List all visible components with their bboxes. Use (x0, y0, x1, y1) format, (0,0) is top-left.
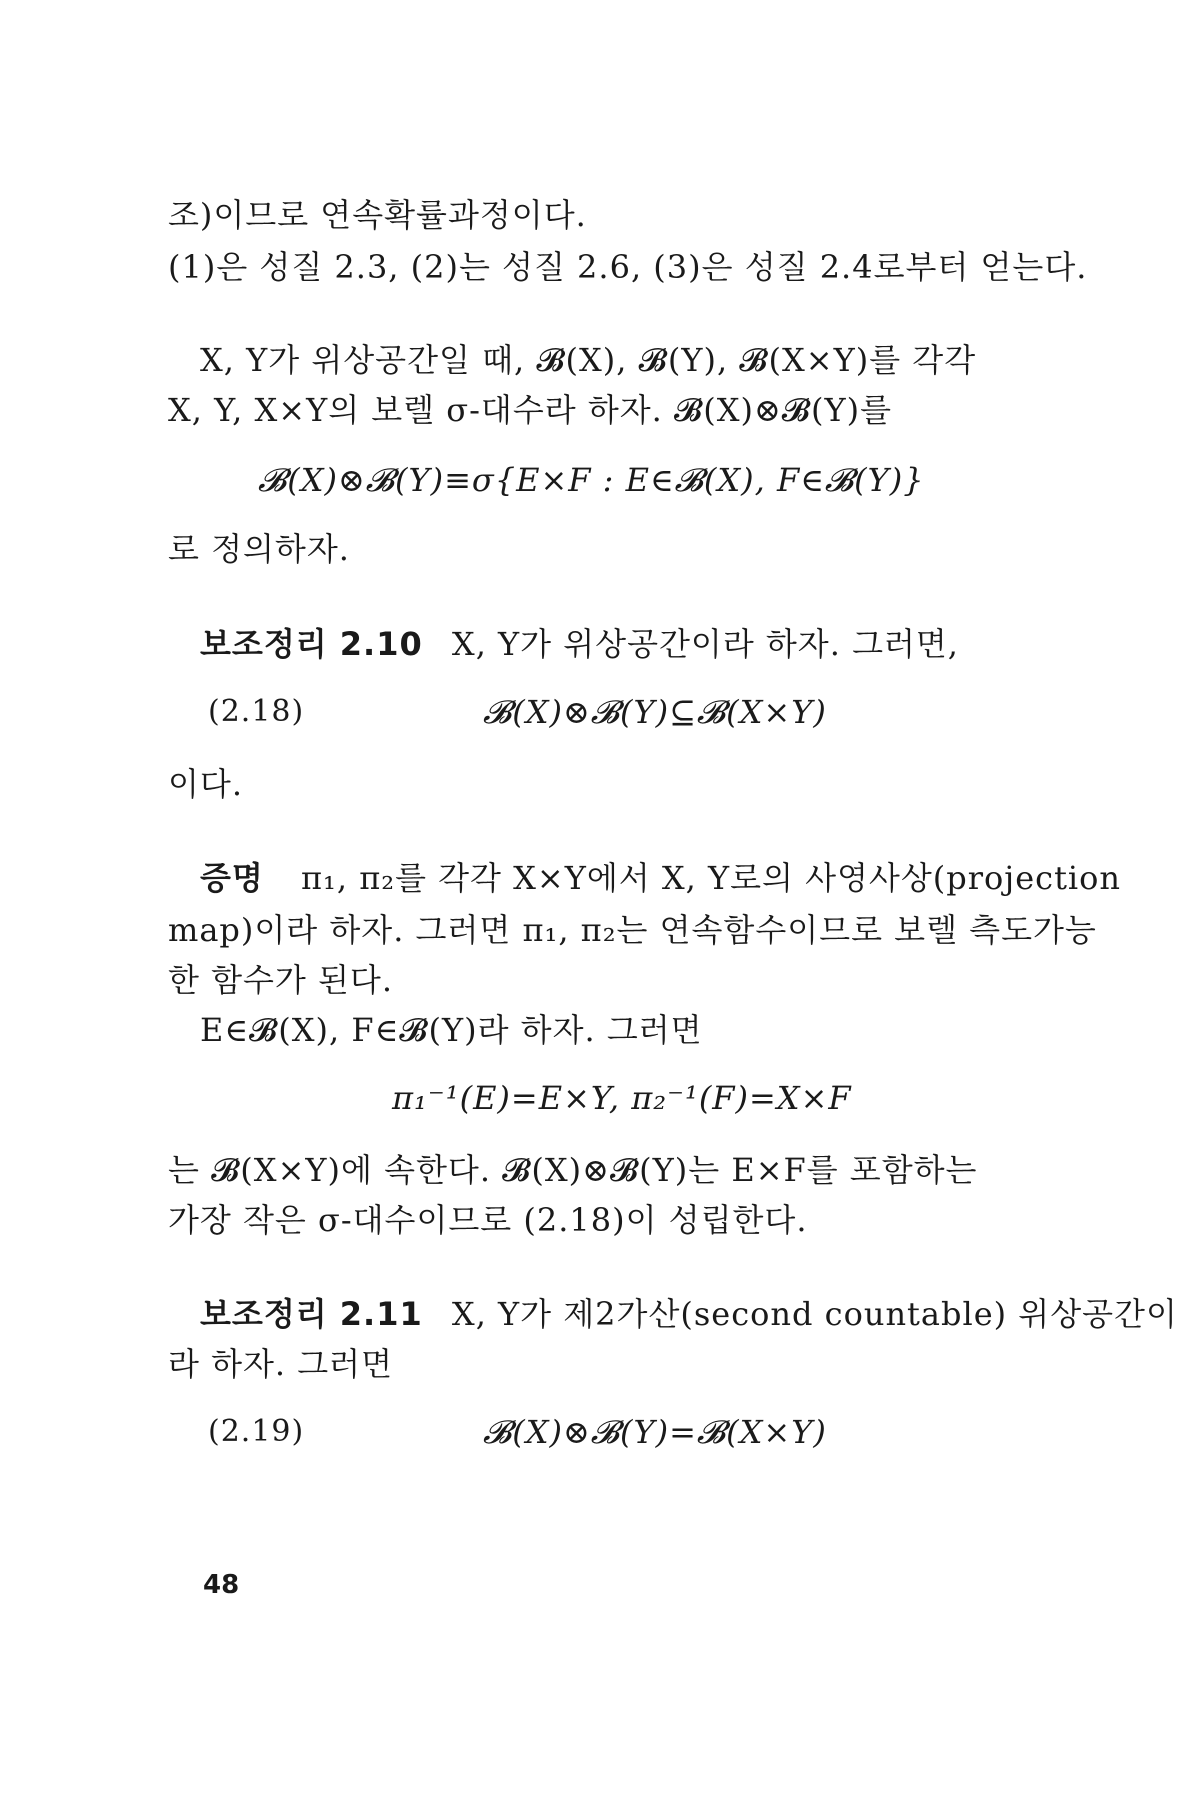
proof-line-2: map)이라 하자. 그러면 π₁, π₂는 연속함수이므로 보렐 측도가능 (168, 911, 1097, 949)
lemma-2-10-equation: 𝓑(X)⊗𝓑(Y)⊆𝓑(X×Y) (483, 693, 827, 731)
definition-line-2: X, Y, X×Y의 보렐 σ-대수라 하자. 𝓑(X)⊗𝓑(Y)를 (168, 391, 893, 429)
lemma-2-11 (200, 1292, 1178, 1336)
continuation-line-2: (1)은 성질 2.3, (2)는 성질 2.6, (3)은 성질 2.4로부터 얻는다. (168, 248, 1088, 286)
lemma-2-10-statement: X, Y가 위상공간이라 하자. 그러면, (451, 625, 959, 663)
lemma-2-11-statement-2: 라 하자. 그러면 (168, 1345, 393, 1383)
lemma-2-10 (200, 622, 959, 666)
lemma-2-10-after: 이다. (168, 765, 243, 803)
proof-line-4: E∈𝓑(X), F∈𝓑(Y)라 하자. 그러면 (200, 1011, 703, 1049)
proof-line-5: 는 𝓑(X×Y)에 속한다. 𝓑(X)⊗𝓑(Y)는 E×F를 포함하는 (168, 1151, 978, 1189)
proof-line-3: 한 함수가 된다. (168, 961, 393, 999)
definition-line-3: 로 정의하자. (168, 530, 350, 568)
proof-line-1-text: π₁, π₂를 각각 X×Y에서 X, Y로의 사영사상(projection (301, 859, 1122, 897)
continuation-line-1: 조)이므로 연속확률과정이다. (168, 196, 587, 234)
lemma-2-10-label: 보조정리 2.10 (200, 625, 423, 663)
lemma-2-11-label: 보조정리 2.11 (200, 1295, 423, 1333)
definition-line-1: X, Y가 위상공간일 때, 𝓑(X), 𝓑(Y), 𝓑(X×Y)를 각각 (200, 341, 977, 379)
lemma-2-11-statement: X, Y가 제2가산(second countable) 위상공간이 (451, 1295, 1178, 1333)
page-number: 48 (203, 1570, 240, 1600)
proof-line-1 (200, 856, 1121, 900)
proof-label: 증명 (200, 859, 264, 897)
equation-number-2-18: (2.18) (208, 694, 305, 729)
lemma-2-11-equation: 𝓑(X)⊗𝓑(Y)=𝓑(X×Y) (483, 1413, 827, 1451)
proof-equation: π₁⁻¹(E)=E×Y, π₂⁻¹(F)=X×F (392, 1079, 852, 1117)
proof-line-6: 가장 작은 σ-대수이므로 (2.18)이 성립한다. (168, 1201, 808, 1239)
equation-number-2-19: (2.19) (208, 1414, 305, 1449)
definition-equation: 𝓑(X)⊗𝓑(Y)≡σ{E×F : E∈𝓑(X), F∈𝓑(Y)} (258, 461, 925, 499)
